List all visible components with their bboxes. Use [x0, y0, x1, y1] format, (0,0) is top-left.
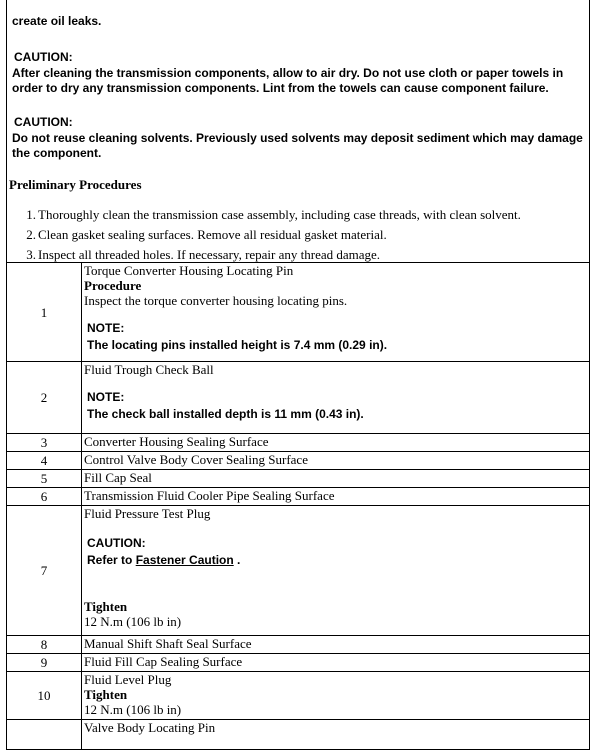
- row-number: 6: [7, 488, 82, 506]
- intro-tail-text: create oil leaks.: [12, 14, 102, 28]
- tighten-value: 12 N.m (106 lb in): [84, 614, 182, 629]
- table-row: [7, 488, 590, 506]
- row-number: 1: [7, 263, 82, 362]
- table-row: [7, 452, 590, 470]
- procedure-table: [6, 262, 590, 750]
- row-number: 4: [7, 452, 82, 470]
- caution-2-title: CAUTION:: [14, 115, 73, 129]
- note-label: NOTE:: [87, 321, 125, 335]
- row-title: Converter Housing Sealing Surface: [82, 434, 590, 452]
- row-title: Fill Cap Seal: [82, 470, 590, 488]
- row-title: Torque Converter Housing Locating Pin: [84, 263, 294, 278]
- table-row: [7, 434, 590, 452]
- tighten-value: 12 N.m (106 lb in): [84, 702, 182, 717]
- caution-2-text: Do not reuse cleaning solvents. Previously used solvents may deposit sediment which may damage the component.: [12, 131, 583, 160]
- caution-label: CAUTION:: [87, 536, 146, 550]
- refer-text: [84, 552, 587, 569]
- row-content: [82, 362, 590, 434]
- row-number: 3: [7, 434, 82, 452]
- table-row: [7, 263, 590, 362]
- note-text: The locating pins installed height is 7.4 mm (0.29 in).: [87, 338, 388, 352]
- row-number: 7: [7, 506, 82, 636]
- note-label: NOTE:: [87, 390, 125, 404]
- row-number: 9: [7, 654, 82, 672]
- table-row: [7, 470, 590, 488]
- tighten-label: Tighten: [84, 687, 128, 702]
- row-content: [82, 263, 590, 362]
- row-title: Control Valve Body Cover Sealing Surface: [82, 452, 590, 470]
- table-row: [7, 636, 590, 654]
- row-title: Fluid Level Plug: [84, 672, 172, 687]
- procedure-label: Procedure: [84, 278, 142, 293]
- row-number: 10: [7, 672, 82, 720]
- row-title: Transmission Fluid Cooler Pipe Sealing Surface: [82, 488, 590, 506]
- refer-suffix: .: [237, 553, 241, 567]
- table-row: [7, 362, 590, 434]
- row-content: [82, 506, 590, 636]
- fastener-caution-link[interactable]: Fastener Caution: [135, 553, 234, 567]
- row-number: [7, 720, 82, 750]
- preliminary-steps-list: [0, 205, 578, 265]
- tighten-label: Tighten: [84, 599, 128, 614]
- table-row: [7, 720, 590, 750]
- table-row: [7, 672, 590, 720]
- refer-prefix: Refer to: [87, 553, 133, 567]
- caution-1-text: After cleaning the transmission components, allow to air dry. Do not use cloth or paper towels in order to dry any transmission components. Lint from the towels can cause component failure.: [12, 66, 564, 95]
- row-content: [82, 672, 590, 720]
- note-text: The check ball installed depth is 11 mm (0.43 in).: [87, 407, 364, 421]
- caution-1-title: CAUTION:: [14, 50, 73, 64]
- step-3-text: Inspect all threaded holes. If necessary, repair any thread damage.: [38, 247, 381, 262]
- step-1-number: 1.: [26, 207, 36, 222]
- row-title: Fluid Pressure Test Plug: [84, 506, 211, 521]
- step-2-number: 2.: [26, 227, 36, 242]
- row-number: 5: [7, 470, 82, 488]
- row-number: 2: [7, 362, 82, 434]
- table-row: [7, 654, 590, 672]
- procedure-text: Inspect the torque converter housing locating pins.: [84, 293, 348, 308]
- step-1-text: Thoroughly clean the transmission case assembly, including case threads, with clean solvent.: [38, 207, 521, 222]
- step-2: [26, 225, 578, 245]
- preliminary-heading: Preliminary Procedures: [9, 177, 142, 192]
- row-number: 8: [7, 636, 82, 654]
- row-title: Valve Body Locating Pin: [82, 720, 590, 750]
- step-2-text: Clean gasket sealing surfaces. Remove all residual gasket material.: [38, 227, 387, 242]
- row-title: Fluid Trough Check Ball: [84, 362, 214, 377]
- step-3-number: 3.: [26, 247, 36, 262]
- table-row: [7, 506, 590, 636]
- row-title: Manual Shift Shaft Seal Surface: [82, 636, 590, 654]
- row-title: Fluid Fill Cap Sealing Surface: [82, 654, 590, 672]
- step-1: [26, 205, 578, 225]
